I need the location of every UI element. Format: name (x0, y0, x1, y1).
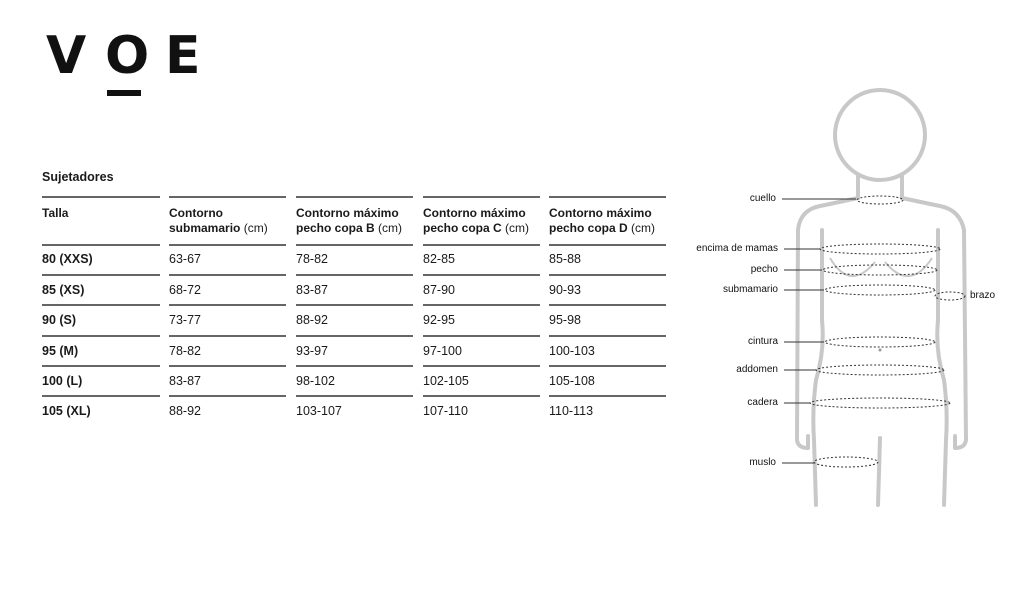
label-cadera: cadera (747, 397, 778, 408)
row-rule (169, 244, 286, 246)
row-rule (42, 395, 160, 397)
row-rule (169, 274, 286, 276)
row-rule (42, 304, 160, 306)
header-submamario: Contorno submamario (cm) (169, 206, 268, 235)
cell-value: 95-98 (549, 313, 581, 327)
cell-size: 105 (XL) (42, 404, 91, 418)
row-rule (169, 395, 286, 397)
row-rule (169, 335, 286, 337)
right-arm-outline (902, 198, 966, 448)
row-rule (549, 304, 666, 306)
hip-measure (810, 398, 950, 408)
body-silhouette (680, 80, 1020, 520)
cell-value: 78-82 (296, 252, 328, 266)
cell-value: 98-102 (296, 374, 335, 388)
column-rule (549, 196, 666, 198)
header-copa-b: Contorno máximo pecho copa B (cm) (296, 206, 403, 235)
row-rule (423, 335, 540, 337)
label-encima-de-mamas: encima de mamas (696, 243, 778, 254)
cell-value: 88-92 (296, 313, 328, 327)
cell-value: 103-107 (296, 404, 342, 418)
row-rule (549, 274, 666, 276)
header-copa-d: Contorno máximo pecho copa D (cm) (549, 206, 656, 235)
header-copa-c: Contorno máximo pecho copa C (cm) (423, 206, 530, 235)
row-rule (549, 244, 666, 246)
label-submamario: submamario (722, 284, 778, 295)
navel-mark (879, 349, 882, 352)
waist-measure (825, 337, 935, 347)
row-rule (423, 244, 540, 246)
column-rule (169, 196, 286, 198)
body-measurement-figure (680, 80, 1020, 520)
cell-value: 105-108 (549, 374, 595, 388)
logo-underline (107, 90, 141, 96)
cell-size: 95 (M) (42, 344, 79, 358)
cell-value: 107-110 (423, 404, 468, 418)
thigh-measure (814, 457, 878, 467)
row-rule (296, 244, 413, 246)
column-rule (296, 196, 413, 198)
above-bust-measure (820, 244, 940, 254)
row-rule (549, 365, 666, 367)
cell-size: 80 (XXS) (42, 252, 93, 266)
logo-letter-v: V (46, 26, 87, 86)
row-rule (549, 335, 666, 337)
label-addomen: addomen (736, 364, 778, 375)
logo-letter-o: O (105, 26, 150, 86)
label-pecho: pecho (750, 264, 778, 275)
brand-logo[interactable] (44, 28, 204, 100)
row-rule (423, 365, 540, 367)
row-rule (169, 365, 286, 367)
cell-value: 102-105 (423, 374, 469, 388)
row-rule (42, 274, 160, 276)
cell-value: 68-72 (169, 283, 201, 297)
left-arm-outline (797, 198, 858, 448)
cell-size: 85 (XS) (42, 283, 85, 297)
row-rule (296, 274, 413, 276)
cell-value: 82-85 (423, 252, 455, 266)
cell-value: 100-103 (549, 344, 595, 358)
cell-value: 97-100 (423, 344, 462, 358)
column-rule (423, 196, 540, 198)
cell-value: 78-82 (169, 344, 201, 358)
cell-value: 83-87 (296, 283, 328, 297)
inner-leg-outline (878, 438, 880, 505)
row-rule (423, 274, 540, 276)
row-rule (296, 335, 413, 337)
underbust-measure (825, 285, 935, 295)
head-outline (835, 90, 925, 180)
neck-measure (857, 196, 903, 204)
cell-value: 63-67 (169, 252, 201, 266)
cell-size: 90 (S) (42, 313, 77, 327)
cell-value: 85-88 (549, 252, 581, 266)
cell-value: 90-93 (549, 283, 581, 297)
label-cuello: cuello (749, 193, 776, 204)
row-rule (42, 335, 160, 337)
column-rule (42, 196, 160, 198)
label-cintura: cintura (747, 336, 778, 347)
row-rule (42, 244, 160, 246)
cell-value: 83-87 (169, 374, 201, 388)
cell-size: 100 (L) (42, 374, 83, 388)
cell-value: 110-113 (549, 404, 594, 418)
row-rule (296, 395, 413, 397)
cell-value: 73-77 (169, 313, 201, 327)
cell-value: 87-90 (423, 283, 455, 297)
row-rule (296, 304, 413, 306)
header-talla: Talla (42, 206, 69, 220)
cell-value: 93-97 (296, 344, 328, 358)
row-rule (42, 365, 160, 367)
label-brazo: brazo (970, 290, 996, 301)
row-rule (423, 395, 540, 397)
left-torso-outline (813, 230, 822, 505)
cell-value: 92-95 (423, 313, 455, 327)
section-title: Sujetadores (42, 170, 114, 184)
row-rule (549, 395, 666, 397)
label-muslo: muslo (749, 457, 776, 468)
abdomen-measure (816, 365, 944, 375)
logo-letter-e: E (165, 26, 201, 86)
cell-value: 88-92 (169, 404, 201, 418)
row-rule (296, 365, 413, 367)
row-rule (169, 304, 286, 306)
row-rule (423, 304, 540, 306)
